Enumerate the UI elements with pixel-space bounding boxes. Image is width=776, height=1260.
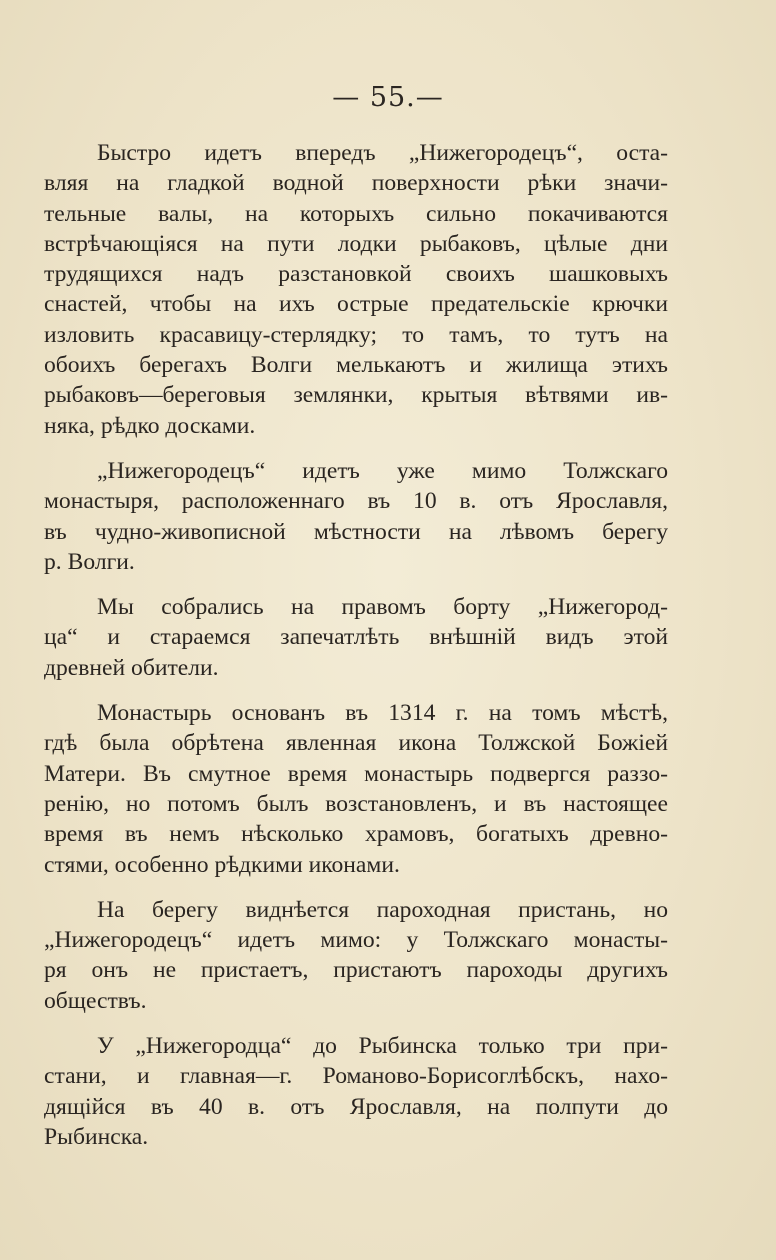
text-line: изловить красавицу-стерлядку; то тамъ, то тутъ на — [44, 321, 668, 348]
text-line: дящійся въ 40 в. отъ Ярославля, на полпути до — [44, 1093, 668, 1120]
text-line: „Нижегородецъ“ идетъ мимо: у Толжскаго монасты- — [44, 927, 668, 954]
page-number: — 55.— — [332, 82, 444, 113]
text-line: ря онъ не пристаетъ, пристаютъ пароходы другихъ — [44, 957, 668, 984]
page-text — [44, 138, 668, 1167]
text-line: ца“ и стараемся запечатлѣть внѣшній видъ этой — [44, 624, 668, 651]
paragraph — [44, 1031, 668, 1152]
text-line: обоихъ берегахъ Волги мелькаютъ и жилища этихъ — [44, 352, 668, 379]
text-line: Матери. Въ смутное время монастырь подвергся раззо- — [44, 760, 668, 787]
text-line: обществъ. — [44, 987, 147, 1014]
text-line: въ чудно-живописной мѣстности на лѣвомъ берегу — [44, 518, 668, 545]
text-line: Быстро идетъ впередъ „Нижегородецъ“, оста- — [97, 140, 668, 166]
text-line: рыбаковъ—береговыя землянки, крытыя вѣтвями ив- — [44, 382, 668, 409]
text-line: няка, рѣдко досками. — [44, 412, 256, 439]
text-line: Рыбинска. — [44, 1123, 149, 1150]
text-line: „Нижегородецъ“ идетъ уже мимо Толжскаго — [97, 457, 668, 484]
paragraph — [44, 895, 668, 1016]
text-line: Монастырь основанъ въ 1314 г. на томъ мѣстѣ, — [97, 700, 668, 727]
text-line: монастыря, расположеннаго въ 10 в. отъ Ярославля, — [44, 488, 668, 515]
text-line: стани, и главная—г. Романово-Борисоглѣбскъ, нахо- — [44, 1063, 668, 1090]
paragraph — [44, 456, 668, 577]
text-line: ренію, но потомъ былъ возстановленъ, и въ настоящее — [44, 790, 668, 817]
text-line: вляя на гладкой водной поверхности рѣки значи- — [44, 170, 668, 197]
text-line: гдѣ была обрѣтена явленная икона Толжской Божіей — [44, 730, 668, 757]
text-line: стями, особенно рѣдкими иконами. — [44, 851, 400, 878]
paragraph — [44, 138, 668, 441]
text-line: встрѣчающіяся на пути лодки рыбаковъ, цѣлые дни — [44, 230, 668, 257]
text-line: время въ немъ нѣсколько храмовъ, богатыхъ древно- — [44, 821, 668, 848]
text-line: трудящихся надъ разстановкой своихъ шашковыхъ — [44, 261, 668, 288]
text-line: У „Нижегородца“ до Рыбинска только три при- — [97, 1033, 668, 1060]
paragraph — [44, 592, 668, 683]
text-line: тельные валы, на которыхъ сильно покачиваются — [44, 200, 668, 227]
text-line: Мы собрались на правомъ борту „Нижегород- — [97, 594, 668, 621]
text-line: древней обители. — [44, 654, 219, 681]
text-line: На берегу виднѣется пароходная пристань, но — [97, 896, 668, 923]
text-line: р. Волги. — [44, 548, 135, 575]
paragraph — [44, 698, 668, 880]
text-line: снастей, чтобы на ихъ острые предательскіе крючки — [44, 291, 668, 318]
